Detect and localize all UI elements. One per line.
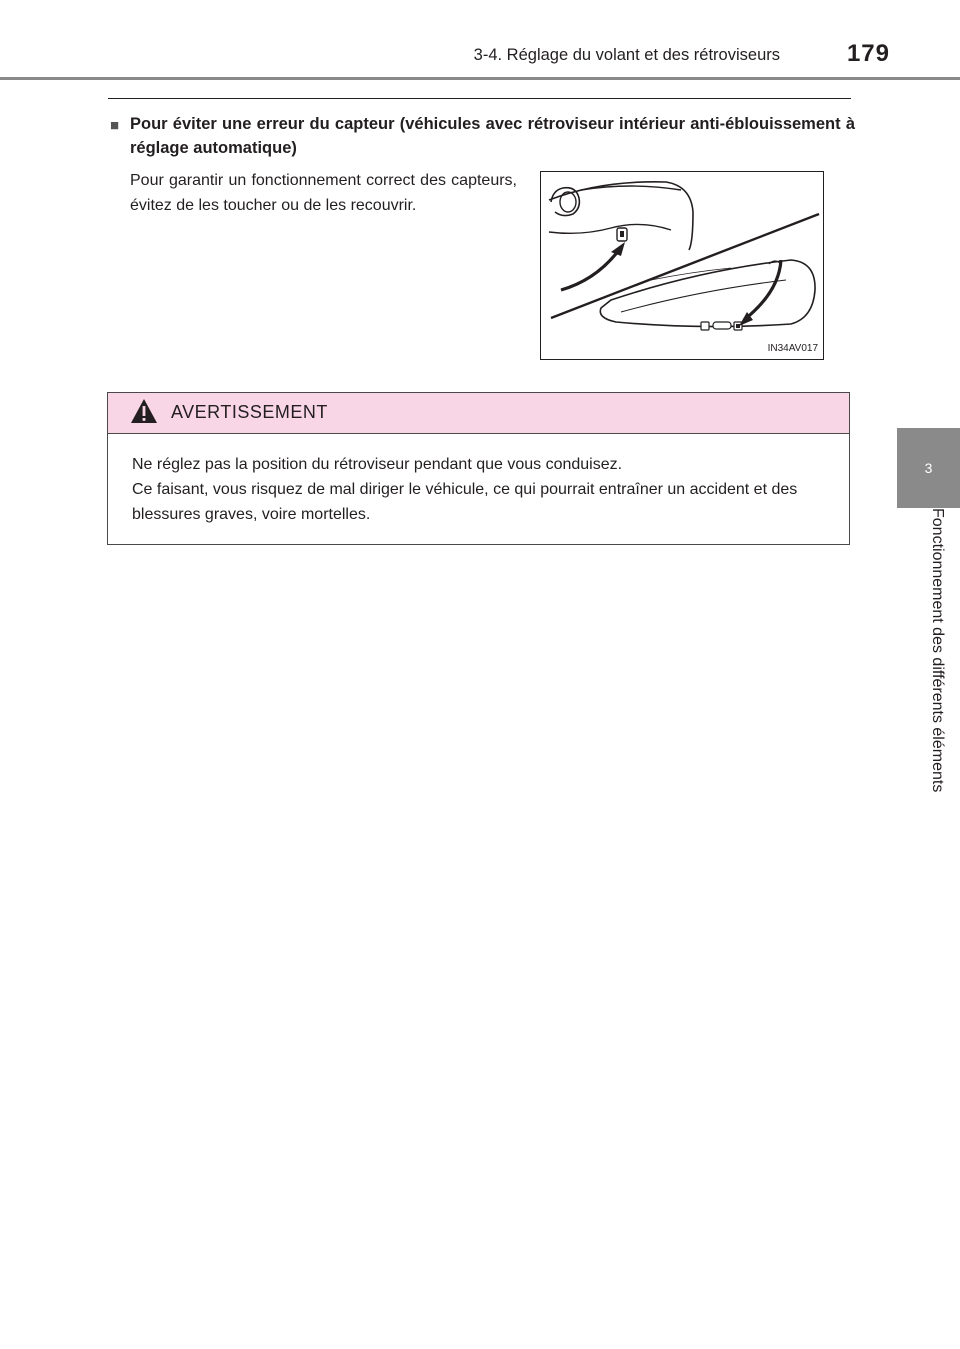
warning-box: [107, 392, 850, 545]
body-paragraph: Pour garantir un fonctionnement correct des capteurs, évitez de les toucher ou de les recouvrir.: [130, 172, 517, 214]
figure-code: IN34AV017: [767, 343, 818, 354]
subheading: [110, 112, 855, 160]
warning-triangle-icon: [130, 398, 158, 424]
warning-body: [132, 452, 832, 527]
chapter-title: Fonctionnement des différents éléments: [929, 508, 946, 793]
chapter-tab: [897, 428, 960, 508]
section-divider: [108, 98, 851, 99]
chapter-number: 3: [924, 460, 933, 476]
warning-text-line1: Ne réglez pas la position du rétroviseur pendant que vous conduisez.: [132, 456, 623, 473]
running-header-section-title: 3-4. Réglage du volant et des rétroviseurs: [473, 46, 780, 64]
header-rule: [0, 77, 960, 80]
warning-header: [108, 393, 849, 434]
page-number: 179: [846, 40, 890, 67]
mirror-sensor-illustration: [540, 171, 824, 360]
subheading-text: Pour éviter une erreur du capteur (véhicules avec rétroviseur intérieur anti-éblouissement à réglage automatique): [130, 115, 855, 157]
square-bullet-icon: ■: [110, 117, 120, 134]
mirror-drawing: [541, 172, 823, 359]
warning-title: AVERTISSEMENT: [171, 402, 328, 422]
chapter-side-label: [897, 508, 960, 840]
warning-text-line2: Ce faisant, vous risquez de mal diriger le véhicule, ce qui pourrait entraîner un accident et des blessures graves, voire mortelles.: [132, 481, 798, 523]
